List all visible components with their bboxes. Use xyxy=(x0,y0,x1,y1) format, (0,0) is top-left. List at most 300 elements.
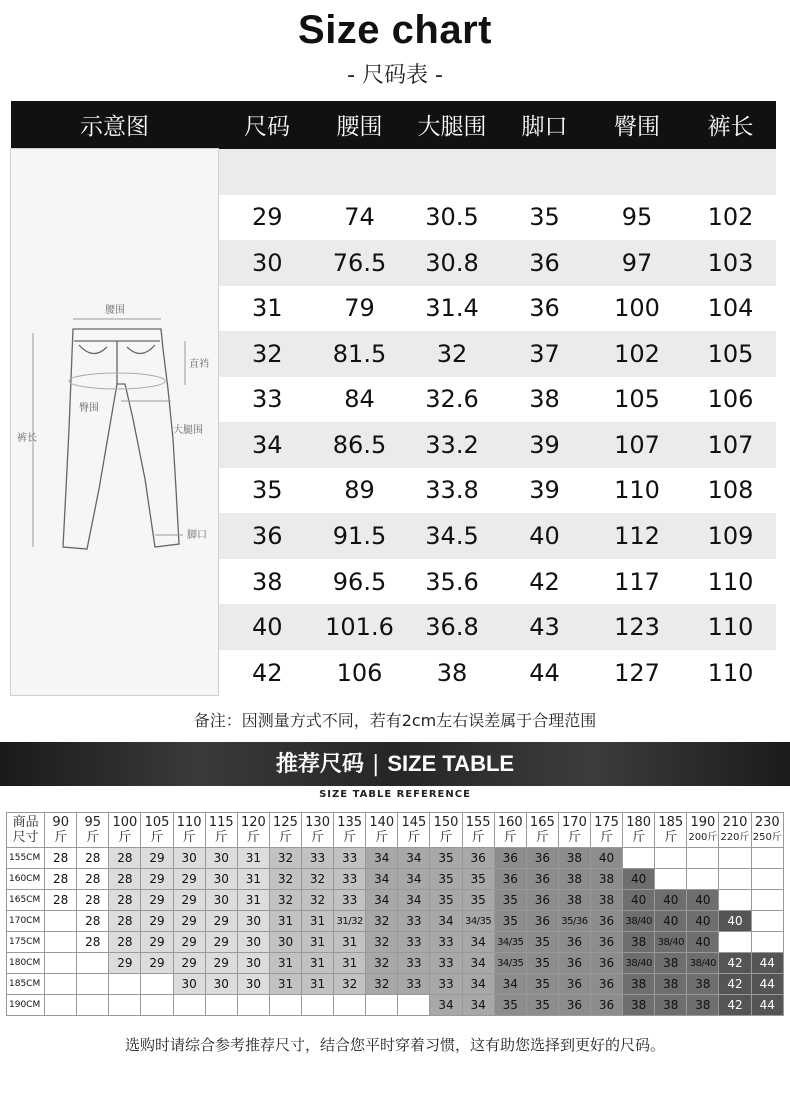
rec-header-row xyxy=(7,813,784,848)
rec-size-cell xyxy=(687,869,719,890)
size-cell-hip: 117 xyxy=(589,559,686,605)
rec-size-cell: 28 xyxy=(45,869,77,890)
size-cell-thigh: 32 xyxy=(404,331,501,377)
rec-size-cell: 28 xyxy=(109,848,141,869)
rec-size-cell: 28 xyxy=(109,932,141,953)
rec-weight-unit: 斤 xyxy=(471,830,485,845)
size-cell-thigh: 38 xyxy=(404,650,501,696)
rec-weight-header xyxy=(494,813,526,848)
size-cell-waist: 74 xyxy=(316,195,404,241)
rec-weight-header xyxy=(526,813,558,848)
rec-size-cell xyxy=(77,953,109,974)
rec-weight-value: 160 xyxy=(497,815,523,830)
rec-size-cell: 35 xyxy=(494,995,526,1016)
rec-weight-unit: 斤 xyxy=(246,830,260,845)
header-hem: 脚口 xyxy=(501,101,589,149)
rec-size-cell: 34 xyxy=(366,848,398,869)
size-cell-waist: 101.6 xyxy=(316,604,404,650)
rec-size-cell xyxy=(719,848,751,869)
rec-size-cell: 30 xyxy=(269,932,301,953)
size-cell-length: 110 xyxy=(686,559,776,605)
rec-size-cell: 28 xyxy=(77,869,109,890)
rec-size-cell xyxy=(751,890,783,911)
size-cell-length: 107 xyxy=(686,422,776,468)
rec-size-cell: 29 xyxy=(173,890,205,911)
rec-size-cell: 34 xyxy=(462,932,494,953)
rec-weight-unit: 斤 xyxy=(503,830,517,845)
rec-size-cell: 29 xyxy=(205,953,237,974)
page-subtitle: - 尺码表 - xyxy=(347,63,443,88)
rec-weight-header xyxy=(430,813,462,848)
rec-weight-value: 105 xyxy=(144,815,170,830)
rec-size-cell: 29 xyxy=(141,953,173,974)
thigh-label: 大腿围 xyxy=(172,425,203,436)
size-cell-thigh: 30.5 xyxy=(404,195,501,241)
rec-size-cell: 35 xyxy=(494,890,526,911)
measurement-note: 备注：因测量方式不同，若有2cm左右误差属于合理范围 xyxy=(193,711,597,730)
rec-size-cell: 34 xyxy=(462,995,494,1016)
rec-size-cell: 30 xyxy=(205,974,237,995)
rec-height-label: 155CM xyxy=(7,848,45,869)
rec-weight-unit: 斤 xyxy=(118,830,132,845)
rec-size-cell: 30 xyxy=(237,932,269,953)
size-cell-hem: 39 xyxy=(501,422,589,468)
waist-label: 腰围 xyxy=(104,305,125,316)
size-cell-hip: 127 xyxy=(589,650,686,696)
rec-weight-value: 150 xyxy=(433,815,459,830)
rec-size-cell: 29 xyxy=(205,911,237,932)
rec-weight-value: 175 xyxy=(594,815,619,830)
rec-size-cell: 34 xyxy=(430,911,462,932)
size-cell-hip: 100 xyxy=(589,286,686,332)
rec-weight-header xyxy=(687,813,719,848)
rec-row xyxy=(7,911,784,932)
rec-weight-value: 115 xyxy=(208,815,234,830)
size-cell-hem: 42 xyxy=(501,559,589,605)
rec-size-cell: 36 xyxy=(591,953,623,974)
rec-size-cell: 34 xyxy=(366,869,398,890)
rec-size-cell: 29 xyxy=(173,911,205,932)
rec-size-cell: 34 xyxy=(398,890,430,911)
header-thigh: 大腿围 xyxy=(404,101,501,149)
rec-size-cell: 36 xyxy=(558,995,590,1016)
rec-corner-text: 商品 xyxy=(12,815,39,830)
rec-size-cell xyxy=(45,932,77,953)
rec-size-cell: 38 xyxy=(687,995,719,1016)
rec-size-cell: 34 xyxy=(398,848,430,869)
rec-weight-header xyxy=(751,813,783,848)
size-table-banner xyxy=(0,742,790,786)
rec-row xyxy=(7,869,784,890)
rec-size-cell: 34 xyxy=(462,953,494,974)
rec-size-cell: 40 xyxy=(687,911,719,932)
rec-weight-header xyxy=(558,813,590,848)
rec-size-cell xyxy=(45,995,77,1016)
rec-weight-unit: 200斤 xyxy=(688,832,718,843)
rec-weight-value: 170 xyxy=(562,815,587,830)
rec-size-cell xyxy=(302,995,334,1016)
rec-row xyxy=(7,953,784,974)
size-cell-thigh: 34.5 xyxy=(404,513,501,559)
rec-weight-unit: 斤 xyxy=(86,830,100,845)
size-cell-length: 108 xyxy=(686,468,776,514)
rec-size-cell: 36 xyxy=(558,953,590,974)
rec-size-cell: 38 xyxy=(558,890,590,911)
rec-size-cell xyxy=(334,995,366,1016)
rec-size-cell: 44 xyxy=(751,974,783,995)
pocket-left xyxy=(79,345,107,354)
rec-weight-value: 165 xyxy=(529,815,555,830)
size-cell-waist: 89 xyxy=(316,468,404,514)
size-cell-hip: 110 xyxy=(589,468,686,514)
rec-weight-header xyxy=(269,813,301,848)
rec-size-cell: 36 xyxy=(591,974,623,995)
rec-weight-header xyxy=(141,813,173,848)
rec-weight-unit: 斤 xyxy=(407,830,421,845)
rec-size-cell: 33 xyxy=(302,848,334,869)
rec-size-cell: 38 xyxy=(655,953,687,974)
rec-size-cell: 33 xyxy=(334,848,366,869)
rec-size-cell: 38/40 xyxy=(687,953,719,974)
header-diagram: 示意图 xyxy=(11,101,219,149)
size-cell-hip: 95 xyxy=(589,195,686,241)
rec-weight-unit: 250斤 xyxy=(752,832,782,843)
size-cell-size: 33 xyxy=(219,377,316,423)
rec-height-label: 190CM xyxy=(7,995,45,1016)
rec-weight-header xyxy=(623,813,655,848)
rec-size-cell: 33 xyxy=(398,911,430,932)
size-cell-length: 103 xyxy=(686,240,776,286)
rec-weight-value: 90 xyxy=(52,815,69,830)
size-cell-hem: 39 xyxy=(501,468,589,514)
rec-size-cell xyxy=(719,869,751,890)
size-cell-waist: 81.5 xyxy=(316,331,404,377)
rec-height-label: 160CM xyxy=(7,869,45,890)
rec-size-cell xyxy=(719,890,751,911)
header-hip: 臀围 xyxy=(589,101,686,149)
size-cell-waist: 91.5 xyxy=(316,513,404,559)
rec-size-cell xyxy=(366,995,398,1016)
rec-size-cell xyxy=(719,932,751,953)
size-cell-thigh: 35.6 xyxy=(404,559,501,605)
rec-size-cell: 28 xyxy=(109,869,141,890)
rec-size-cell: 40 xyxy=(655,911,687,932)
rec-weight-unit: 斤 xyxy=(311,830,325,845)
rec-row xyxy=(7,995,784,1016)
rec-size-cell: 31 xyxy=(269,974,301,995)
rec-size-cell xyxy=(109,995,141,1016)
rec-size-cell: 44 xyxy=(751,953,783,974)
rec-size-cell: 34 xyxy=(430,995,462,1016)
rec-size-cell: 32 xyxy=(366,911,398,932)
rec-weight-unit: 220斤 xyxy=(720,832,750,843)
rec-size-cell xyxy=(751,848,783,869)
spacer-cell xyxy=(219,149,776,195)
header-waist: 腰围 xyxy=(316,101,404,149)
rec-weight-value: 100 xyxy=(112,815,138,830)
rec-weight-header xyxy=(77,813,109,848)
rec-size-cell: 30 xyxy=(205,890,237,911)
rec-size-cell: 32 xyxy=(302,890,334,911)
rec-weight-header xyxy=(109,813,141,848)
size-cell-length: 110 xyxy=(686,604,776,650)
rec-size-cell: 38 xyxy=(591,890,623,911)
rec-height-label: 170CM xyxy=(7,911,45,932)
size-cell-size: 30 xyxy=(219,240,316,286)
rec-size-cell: 36 xyxy=(526,869,558,890)
rec-size-cell: 34 xyxy=(398,869,430,890)
rec-size-cell xyxy=(655,869,687,890)
size-cell-hem: 35 xyxy=(501,195,589,241)
rec-size-cell: 33 xyxy=(398,974,430,995)
size-cell-size: 31 xyxy=(219,286,316,332)
rec-size-cell: 38 xyxy=(687,974,719,995)
rec-size-cell: 35 xyxy=(430,848,462,869)
rec-size-cell: 36 xyxy=(558,974,590,995)
rec-weight-header xyxy=(45,813,77,848)
rec-size-cell: 34 xyxy=(366,890,398,911)
size-cell-hem: 36 xyxy=(501,240,589,286)
rec-size-cell: 29 xyxy=(173,869,205,890)
rec-size-cell: 35 xyxy=(526,995,558,1016)
size-cell-thigh: 31.4 xyxy=(404,286,501,332)
rec-weight-header xyxy=(237,813,269,848)
size-cell-hem: 38 xyxy=(501,377,589,423)
rec-weight-unit: 斤 xyxy=(600,830,614,845)
rec-size-cell: 34/35 xyxy=(494,932,526,953)
rec-size-cell: 28 xyxy=(77,848,109,869)
rec-size-cell: 31/32 xyxy=(334,911,366,932)
rec-size-cell: 33 xyxy=(430,974,462,995)
rec-weight-unit: 斤 xyxy=(182,830,196,845)
size-cell-waist: 96.5 xyxy=(316,559,404,605)
rec-weight-header xyxy=(591,813,623,848)
size-cell-hip: 112 xyxy=(589,513,686,559)
rec-weight-unit: 斤 xyxy=(54,830,68,845)
rec-weight-value: 180 xyxy=(626,815,652,830)
rec-size-cell: 33 xyxy=(334,890,366,911)
size-cell-waist: 76.5 xyxy=(316,240,404,286)
rec-size-cell xyxy=(751,911,783,932)
rec-size-cell xyxy=(45,953,77,974)
rec-row xyxy=(7,974,784,995)
rec-size-cell xyxy=(751,869,783,890)
rec-weight-value: 145 xyxy=(401,815,427,830)
rec-size-cell: 28 xyxy=(77,932,109,953)
rec-size-cell: 36 xyxy=(462,848,494,869)
rec-size-cell: 29 xyxy=(173,953,205,974)
length-label: 裤长 xyxy=(16,433,37,444)
rec-size-cell xyxy=(687,848,719,869)
size-cell-length: 106 xyxy=(686,377,776,423)
reference-label: SIZE TABLE REFERENCE xyxy=(319,789,471,800)
header-size: 尺码 xyxy=(219,101,316,149)
rec-size-cell: 29 xyxy=(141,911,173,932)
pants-diagram xyxy=(13,149,217,689)
size-cell-length: 104 xyxy=(686,286,776,332)
rec-size-cell xyxy=(398,995,430,1016)
rec-size-cell xyxy=(623,848,655,869)
rec-weight-value: 185 xyxy=(658,815,684,830)
recommended-size-table xyxy=(6,812,784,1016)
size-cell-hem: 44 xyxy=(501,650,589,696)
rec-size-cell: 31 xyxy=(269,953,301,974)
rec-size-cell: 42 xyxy=(719,995,751,1016)
pants-outline xyxy=(63,329,179,549)
rec-size-cell xyxy=(205,995,237,1016)
rec-weight-unit: 斤 xyxy=(214,830,228,845)
size-cell-thigh: 32.6 xyxy=(404,377,501,423)
rec-size-cell xyxy=(269,995,301,1016)
rec-size-cell xyxy=(77,974,109,995)
rec-size-cell: 38 xyxy=(655,974,687,995)
rec-size-cell: 38/40 xyxy=(623,953,655,974)
rec-height-label: 180CM xyxy=(7,953,45,974)
rec-size-cell: 35 xyxy=(526,974,558,995)
rec-size-cell xyxy=(77,995,109,1016)
rec-weight-value: 95 xyxy=(84,815,102,830)
rec-size-cell: 33 xyxy=(334,869,366,890)
rec-size-cell: 34 xyxy=(494,974,526,995)
size-cell-size: 42 xyxy=(219,650,316,696)
rec-size-cell: 30 xyxy=(205,869,237,890)
rec-size-cell: 28 xyxy=(77,890,109,911)
hem-label: 脚口 xyxy=(186,530,207,541)
rec-size-cell: 29 xyxy=(141,932,173,953)
rec-weight-value: 190 xyxy=(690,815,716,830)
rec-size-cell: 31 xyxy=(237,848,269,869)
header-length: 裤长 xyxy=(686,101,776,149)
page-title: Size chart xyxy=(298,8,492,52)
rec-size-cell: 42 xyxy=(719,974,751,995)
rec-size-cell: 36 xyxy=(526,890,558,911)
rec-size-cell: 30 xyxy=(237,974,269,995)
rec-size-cell: 32 xyxy=(269,869,301,890)
rec-size-cell: 36 xyxy=(494,848,526,869)
rec-size-cell xyxy=(173,995,205,1016)
rec-size-cell: 28 xyxy=(109,911,141,932)
rec-size-cell: 40 xyxy=(687,890,719,911)
rec-size-cell: 34/35 xyxy=(462,911,494,932)
size-cell-length: 102 xyxy=(686,195,776,241)
rec-size-cell: 36 xyxy=(591,911,623,932)
rec-size-cell: 28 xyxy=(77,911,109,932)
rec-size-cell: 30 xyxy=(205,848,237,869)
rec-row xyxy=(7,848,784,869)
rec-size-cell: 35 xyxy=(494,911,526,932)
rec-size-cell xyxy=(141,995,173,1016)
rec-size-cell: 40 xyxy=(623,869,655,890)
rec-size-cell: 44 xyxy=(751,995,783,1016)
size-cell-hem: 43 xyxy=(501,604,589,650)
rec-weight-value: 230 xyxy=(754,815,780,830)
rec-size-cell: 36 xyxy=(591,995,623,1016)
rec-size-cell: 30 xyxy=(237,953,269,974)
size-cell-size: 34 xyxy=(219,422,316,468)
rec-size-cell: 32 xyxy=(366,974,398,995)
rec-weight-value: 110 xyxy=(176,815,202,830)
rec-weight-unit: 斤 xyxy=(150,830,164,845)
rec-height-label: 175CM xyxy=(7,932,45,953)
rec-size-cell: 32 xyxy=(366,932,398,953)
rec-size-cell: 36 xyxy=(526,911,558,932)
banner-title-en: SIZE TABLE xyxy=(387,751,515,776)
rec-size-cell: 38 xyxy=(591,869,623,890)
rec-size-cell: 31 xyxy=(302,953,334,974)
rec-size-cell: 32 xyxy=(334,974,366,995)
rec-size-cell: 30 xyxy=(173,974,205,995)
rec-size-cell xyxy=(237,995,269,1016)
rec-weight-header xyxy=(302,813,334,848)
rec-size-cell: 33 xyxy=(398,932,430,953)
size-cell-waist: 106 xyxy=(316,650,404,696)
pants-diagram-cell xyxy=(11,149,219,696)
size-cell-thigh: 36.8 xyxy=(404,604,501,650)
rec-size-cell: 38/40 xyxy=(623,911,655,932)
rec-size-cell xyxy=(655,848,687,869)
size-cell-hip: 105 xyxy=(589,377,686,423)
size-chart-spacer-row xyxy=(11,149,776,195)
rec-weight-header xyxy=(719,813,751,848)
rec-size-cell: 36 xyxy=(494,869,526,890)
rec-corner-text: 尺寸 xyxy=(12,830,39,845)
rec-weight-unit: 斤 xyxy=(567,830,581,845)
size-chart-table xyxy=(10,101,776,696)
rec-size-cell: 31 xyxy=(269,911,301,932)
rec-weight-header xyxy=(398,813,430,848)
rec-size-cell xyxy=(751,932,783,953)
rec-size-cell: 29 xyxy=(173,932,205,953)
pocket-right xyxy=(127,345,155,354)
rec-size-cell: 40 xyxy=(623,890,655,911)
rec-weight-value: 140 xyxy=(369,815,395,830)
rec-size-cell: 40 xyxy=(655,890,687,911)
rec-size-cell: 40 xyxy=(719,911,751,932)
rec-weight-unit: 斤 xyxy=(278,830,292,845)
rec-size-cell: 34 xyxy=(462,974,494,995)
rec-size-cell: 32 xyxy=(366,953,398,974)
rec-size-cell: 29 xyxy=(141,848,173,869)
rec-size-cell: 36 xyxy=(591,932,623,953)
size-cell-hip: 97 xyxy=(589,240,686,286)
rec-size-cell: 30 xyxy=(237,911,269,932)
rec-size-cell: 35 xyxy=(526,953,558,974)
banner-separator: | xyxy=(371,752,380,777)
rec-size-cell: 35 xyxy=(430,890,462,911)
rec-height-label: 185CM xyxy=(7,974,45,995)
rec-size-cell: 29 xyxy=(205,932,237,953)
rec-size-cell: 35 xyxy=(462,890,494,911)
rec-size-cell: 28 xyxy=(45,848,77,869)
rec-weight-value: 135 xyxy=(337,815,363,830)
rec-size-cell: 29 xyxy=(109,953,141,974)
rec-size-cell: 35/36 xyxy=(558,911,590,932)
rec-weight-value: 130 xyxy=(305,815,330,830)
size-cell-size: 36 xyxy=(219,513,316,559)
rec-size-cell: 35 xyxy=(462,869,494,890)
rec-size-cell: 28 xyxy=(109,890,141,911)
rec-weight-unit: 斤 xyxy=(664,830,678,845)
size-cell-size: 32 xyxy=(219,331,316,377)
banner-title-cn: 推荐尺码 xyxy=(275,752,364,777)
size-cell-length: 109 xyxy=(686,513,776,559)
size-cell-hip: 102 xyxy=(589,331,686,377)
size-cell-waist: 86.5 xyxy=(316,422,404,468)
rec-size-cell xyxy=(45,911,77,932)
rec-weight-unit: 斤 xyxy=(343,830,357,845)
rec-weight-header xyxy=(334,813,366,848)
rec-size-cell: 38 xyxy=(623,995,655,1016)
